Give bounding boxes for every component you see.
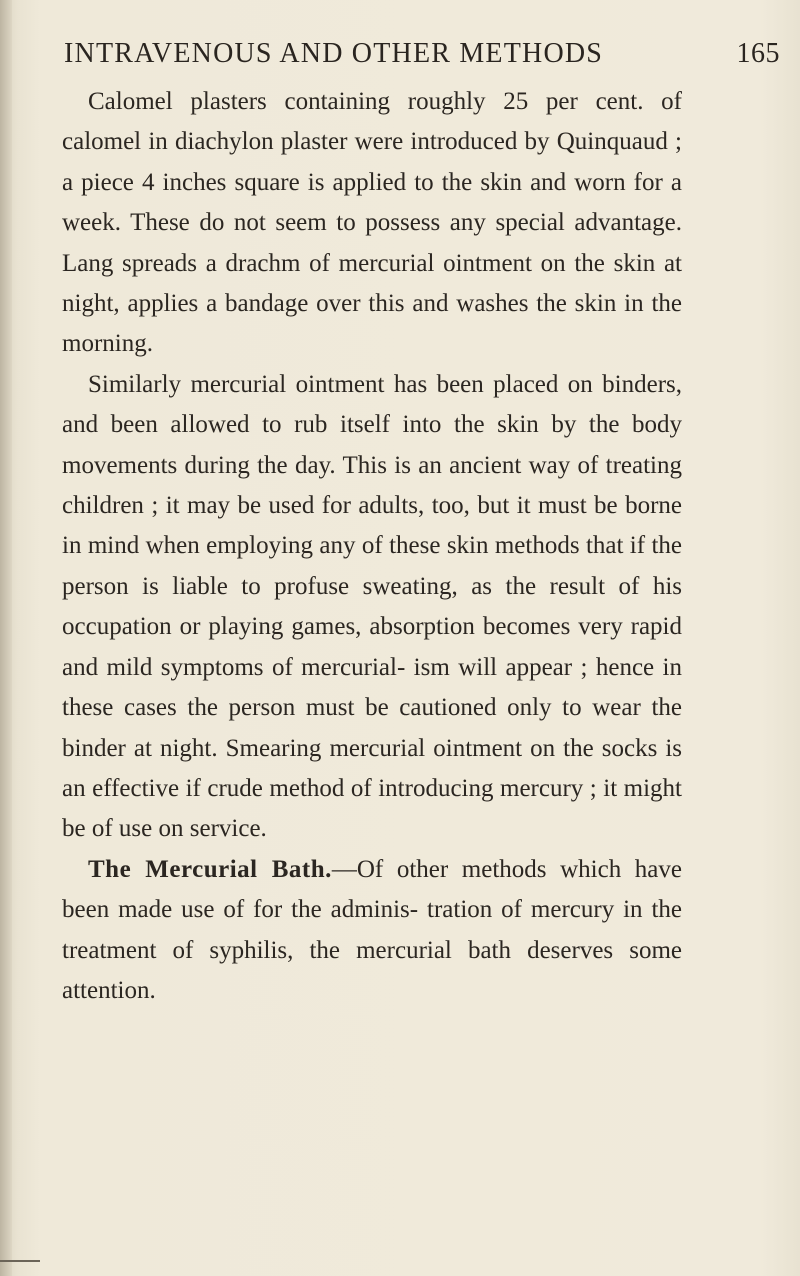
running-title: INTRAVENOUS AND OTHER METHODS (64, 38, 604, 69)
paragraph-text: —Of other methods which have been made use of for the adminis- tration of mercury in the treatment of syphilis, the mercurial bath deserves some attention. (62, 855, 682, 1004)
paragraph-mercurial-bath (62, 850, 682, 1012)
paragraph-mercurial-binders (62, 365, 682, 850)
page-edge-mark (0, 1260, 40, 1262)
paragraph-calomel-plasters (62, 82, 682, 365)
page-number: 165 (736, 38, 780, 69)
page-spine-shadow (0, 0, 12, 1276)
section-run-in-heading: The Mercurial Bath. (88, 855, 332, 883)
paragraph-text: Similarly mercurial ointment has been placed on binders, and been allowed to rub itself into the skin by the body movements during the day. This is an ancient way of treating children ; it may be used for adults, too, but it must be borne in mind when employing any of these skin methods that if the person is liable to profuse sweating, as the result of his occupation or playing games, absorption becomes very rapid and mild symptoms of mercurial- ism will appear ; hence in these cases the person must be cautioned only to wear the binder at night. Smearing mercurial ointment on the socks is an effective if crude method of introducing mercury ; it might be of use on service. (62, 370, 682, 843)
body-text (62, 82, 682, 1011)
running-header (64, 38, 780, 70)
paragraph-text: Calomel plasters containing roughly 25 per cent. of calomel in diachylon plaster were introduced by Quinquaud ; a piece 4 inches square is applied to the skin and worn for a week. These do not seem to possess any special advantage. Lang spreads a drachm of mercurial ointment on the skin at night, applies a bandage over this and washes the skin in the morning. (62, 88, 682, 358)
